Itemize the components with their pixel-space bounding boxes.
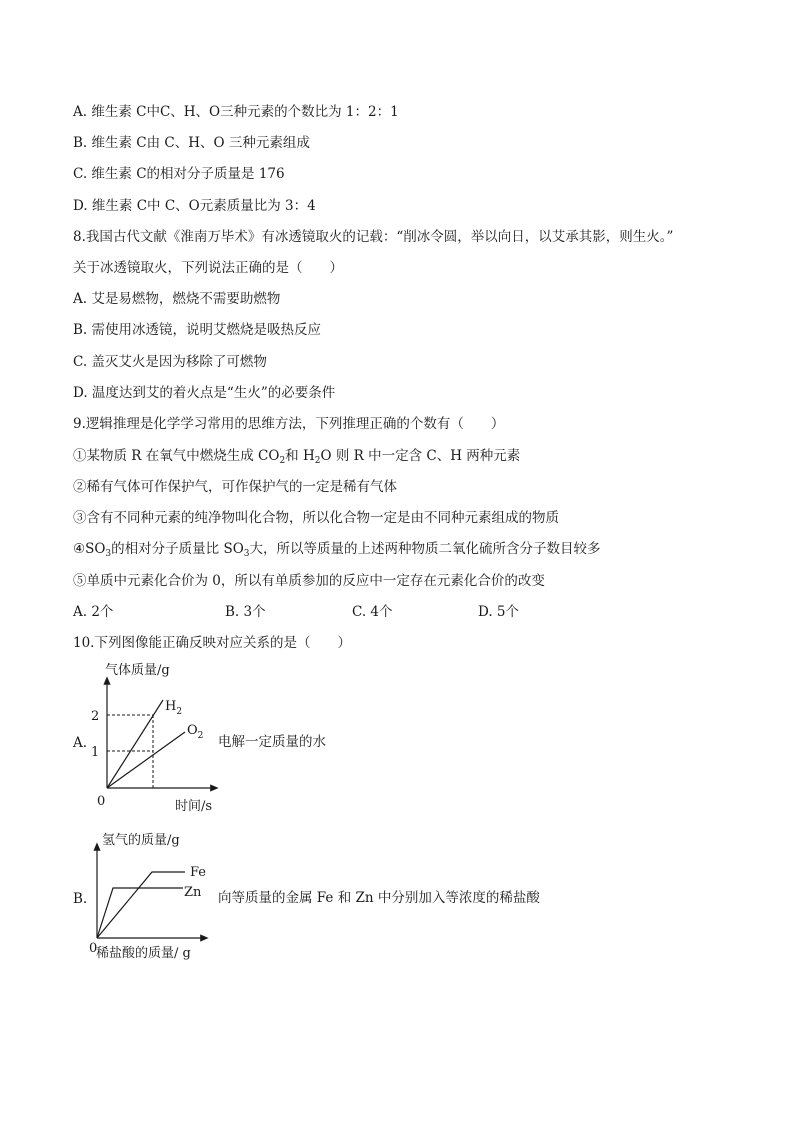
graph-a-xlabel: 时间/s: [175, 799, 213, 814]
graph-a-origin: 0: [97, 794, 106, 809]
graph-b-fe-line: [97, 872, 185, 938]
q8-option-c: C. 盖灭艾火是因为移除了可燃物: [73, 354, 267, 370]
q9-statement-1: ①某物质 R 在氧气中燃烧生成 $CO_2$和 $H_2O$ 则 R 中一定含 C、H 两种元素: [73, 448, 521, 466]
graph-b-fe-label: Fe: [190, 865, 207, 880]
q8-option-a: A. 艾是易燃物，燃烧不需要助燃物: [73, 291, 281, 307]
graph-b-origin: 0: [89, 941, 98, 956]
q9-option-b: B. 3个: [225, 604, 266, 620]
q7-option-c: C. 维生素 C的相对分子质量是 176: [73, 166, 285, 182]
q10-option-a-graph: [85, 660, 225, 820]
q10-option-b-graph: [80, 826, 225, 966]
q9-option-c: C. 4个: [352, 604, 393, 620]
graph-a-ylabel: 气体质量/g: [105, 663, 170, 678]
graph-a-o2-label: $O_2$: [187, 723, 204, 741]
graph-b-zn-label: Zn: [184, 885, 202, 900]
graph-a-tick-1: 1: [91, 745, 100, 760]
graph-b-xlabel: 稀盐酸的质量/ g: [96, 946, 191, 961]
q9-stem: 9.逻辑推理是化学学习常用的思维方法，下列推理正确的个数有（ ）: [73, 416, 505, 432]
q9-option-a: A. 2个: [73, 604, 114, 620]
q7-option-d: D. 维生素 C中 C、O元素质量比为 3：4: [73, 198, 316, 214]
q9-option-d: D. 5个: [478, 604, 520, 620]
q10-option-b-letter: B.: [73, 891, 88, 907]
graph-a-o2-line: [107, 732, 185, 788]
graph-a-h2-line: [107, 700, 163, 788]
q9-statement-3: ③含有不同种元素的纯净物叫化合物，所以化合物一定是由不同种元素组成的物质: [73, 510, 559, 526]
q9-statement-4: $④SO_3$的相对分子质量比 $SO_3$大，所以等质量的上述两种物质二氧化硫所含分子数目较多: [73, 541, 601, 559]
q8-stem-line2: 关于冰透镜取火，下列说法正确的是（ ）: [73, 260, 343, 276]
graph-a-tick-2: 2: [91, 709, 100, 724]
graph-b-ylabel: 氢气的质量/g: [102, 833, 180, 848]
graph-a-h2-label: $H_2$: [165, 699, 183, 717]
q8-option-d: D. 温度达到艾的着火点是“生火”的必要条件: [73, 385, 336, 401]
q8-option-b: B. 需使用冰透镜，说明艾燃烧是吸热反应: [73, 322, 322, 338]
q7-option-b: B. 维生素 C由 C、H、O 三种元素组成: [73, 135, 310, 151]
graph-b-svg: [80, 826, 225, 966]
q10-option-a-letter: A.: [73, 735, 88, 751]
q9-statement-2: ②稀有气体可作保护气，可作保护气的一定是稀有气体: [73, 479, 397, 495]
q10-option-b-caption: 向等质量的金属 Fe 和 Zn 中分别加入等浓度的稀盐酸: [218, 890, 540, 906]
q9-statement-5: ⑤单质中元素化合价为 0，所以有单质参加的反应中一定存在元素化合价的改变: [73, 573, 545, 589]
q10-stem: 10.下列图像能正确反映对应关系的是（ ）: [73, 635, 351, 651]
q8-stem-line1: 8.我国古代文献《淮南万毕术》有冰透镜取火的记载：“削冰令圆，举以向日，以艾承其影，则生火。”: [73, 229, 674, 245]
graph-a-svg: [85, 660, 225, 820]
q10-option-a-caption: 电解一定质量的水: [218, 734, 326, 750]
q7-option-a: A. 维生素 C中C、H、O三种元素的个数比为 1：2：1: [73, 104, 399, 120]
graph-b-zn-line: [97, 888, 183, 938]
